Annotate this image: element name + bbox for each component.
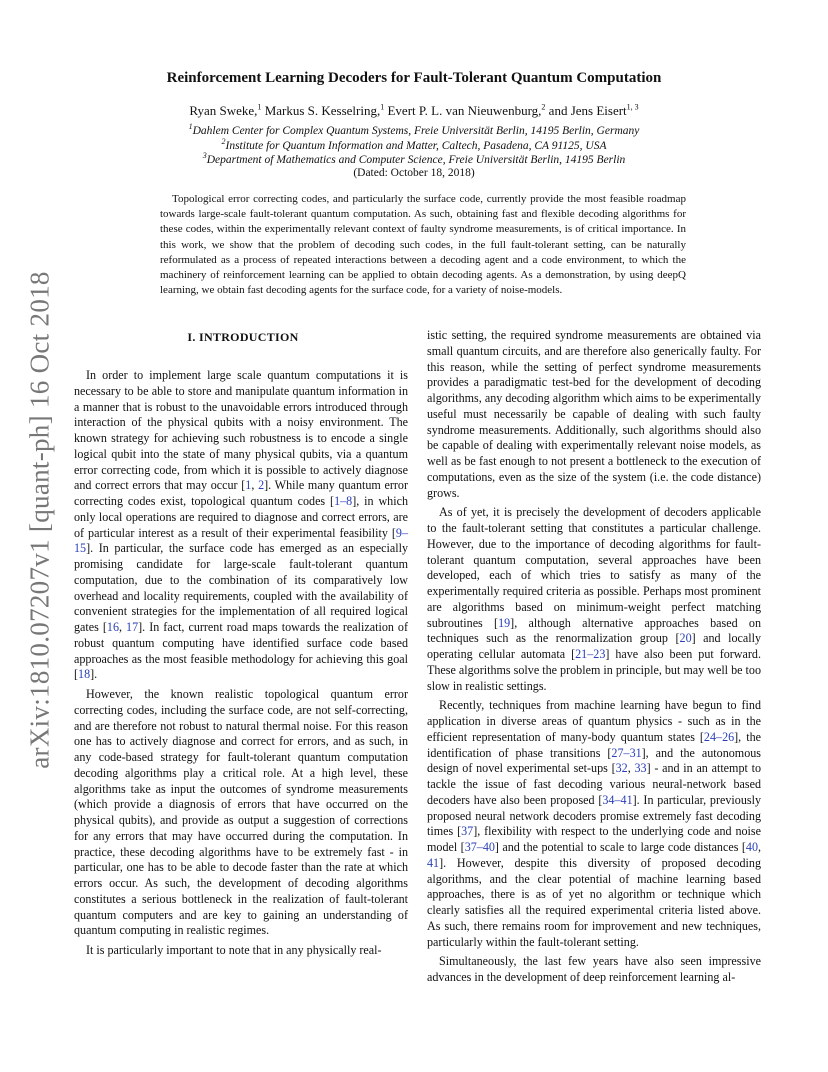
citation-link[interactable]: 1 <box>245 478 252 493</box>
paragraph <box>74 687 408 939</box>
author: Markus S. Kesselring, <box>264 103 381 118</box>
citation-link[interactable]: 21–23 <box>575 647 606 661</box>
citation-link[interactable]: 16 <box>106 620 119 634</box>
citation-link[interactable]: 20 <box>679 631 692 646</box>
citation-link[interactable]: 37–40 <box>464 840 495 854</box>
author-affil-mark: 1, 3 <box>626 102 639 112</box>
citation-link[interactable]: 24–26 <box>703 729 735 744</box>
paragraph-text: ] - and in an attempt to tackle the issue of fast decoding various neural-network based decoders have also been proposed [ <box>427 761 762 807</box>
date-line: (Dated: October 18, 2018) <box>353 167 475 179</box>
citation-link[interactable]: 27–31 <box>611 745 642 760</box>
paragraph-text: , <box>757 840 762 854</box>
author-affil-mark: 1 <box>380 102 385 112</box>
affiliation-mark: 3 <box>202 151 207 161</box>
paragraph-text: However, the known realistic topological quantum error correcting codes, including the surface code, are not self-correcting, and are therefore not robust to natural thermal noise. For this reason one has to actively diagnose and correct for errors, and as such, in any code-based strategy for fault-tolerant quantum computation decoding algorithms play a critical role. At a high level, these algorithms take as input the outcomes of syndrome measurements (which provide a diagnosis of errors that have occurred on the physical qubits), and provide as output a suggestion of corrections for any errors that may have occurred during the computation. In practice, these decoding algorithms have to be extremely fast - in particular, one has to be able to decode faster than the rate at which errors occur. As such, the development of decoding algorithms constitutes a serious bottleneck in the realization of fault-tolerant quantum computers and are key to gaining an understanding of quantum computing in realistic regimes. <box>74 687 408 938</box>
affiliation-text: Institute for Quantum Information and Matter, Caltech, Pasadena, CA 91125, USA <box>225 139 607 152</box>
citation-link[interactable]: 32 <box>615 761 628 776</box>
paper-title: Reinforcement Learning Decoders for Fault-Tolerant Quantum Computation <box>166 70 662 86</box>
paragraph-text: ] and locally operating cellular automata [ <box>427 631 761 661</box>
affiliation-text: Department of Mathematics and Computer Science, Freie Universität Berlin, 14195 Berlin <box>206 154 626 166</box>
author: and Jens Eisert <box>548 103 627 118</box>
author: Evert P. L. van Nieuwenburg, <box>387 103 542 118</box>
affiliation <box>80 136 748 154</box>
paragraph <box>427 954 761 986</box>
paragraph-text: ] have also been put forward. These algorithms solve the problem in principle, but may well be too slow in realistic settings. <box>427 647 761 693</box>
author-affil-mark: 1 <box>257 102 262 112</box>
arxiv-identifier: arXiv:1810.07207v1 [quant-ph] 16 Oct 2018 <box>24 271 55 769</box>
paragraph-text: ], in which only local operations are required to diagnose and correct errors, are of particular interest as a result of their experimental feasibility [ <box>74 494 408 540</box>
author-affil-mark: 2 <box>541 102 546 112</box>
paragraph-text: ], the identification of phase transitions [ <box>427 729 761 760</box>
citation-link[interactable]: 41 <box>427 855 440 870</box>
paragraph-text: , <box>627 761 635 776</box>
paragraph-text: Recently, techniques from machine learning have begun to find application in diverse areas of quantum physics - such as in the efficient representation of many-body quantum states [ <box>427 698 761 744</box>
paragraph <box>74 368 408 683</box>
affiliation-mark: 2 <box>221 136 226 146</box>
paragraph <box>427 328 761 501</box>
paragraph-text: It is particularly important to note that in any physically real- <box>86 943 382 957</box>
paragraph-text: In order to implement large scale quantum computations it is necessary to be able to store and manipulate quantum information in a manner that is robust to the unavoidable errors introduced through interaction of the physical qubits with a noisy environment. The known strategy for achieving such robustness is to encode a single logical qubit into the state of many physical qubits, via a quantum error correcting code, from which it is possible to actively diagnose and correct errors that may occur [ <box>74 368 408 493</box>
paragraph-text: Simultaneously, the last few years have also seen impressive advances in the development of deep reinforcement learning al- <box>427 954 761 984</box>
paragraph-text: ]. <box>90 667 98 682</box>
citation-link[interactable]: 9–15 <box>74 525 408 556</box>
paragraph-text: ] and the potential to scale to large code distances [ <box>494 840 746 854</box>
author: Ryan Sweke, <box>189 103 258 118</box>
citation-link[interactable]: 40 <box>745 840 758 854</box>
left-column <box>74 368 408 963</box>
paragraph-text: istic setting, the required syndrome measurements are obtained via small quantum circuits, and are therefore also generically faulty. For this reason, while the setting of perfect syndrome measurements provides a paradigmatic test-bed for the development of decoding algorithms, any decoding algorithm which aims to be experimentally useful must necessarily be capable of dealing with such faulty syndrome measurements. Additionally, such algorithms should also be capable of dealing with experimentally relevant noise models, as well as be fast enough to not present a bottleneck to the execution of computations, even as the size of the system (i.e. the code distance) grows. <box>427 328 761 500</box>
affiliation <box>80 153 748 168</box>
citation-link[interactable]: 2 <box>258 478 265 493</box>
affiliation-mark: 1 <box>188 122 193 132</box>
paragraph-text: As of yet, it is precisely the development of decoders applicable to the fault-tolerant setting that constitutes a particular challenge. However, due to the importance of decoding algorithms for fault-tolerant quantum computation, several approaches have been developed, each of which tries to satisfy as many of the experimentally required criteria as possible. Perhaps most prominent are algorithms based on minimum-weight perfect matching subroutines [ <box>427 505 761 630</box>
affiliation <box>80 124 748 139</box>
paragraph-text: ], and the autonomous design of novel experimental set-ups [ <box>427 745 761 776</box>
paragraph-text: ]. However, despite this diversity of proposed decoding algorithms, and the clear potential of machine learning based approaches, there is as of yet no algorithm or technique which clearly satisfies all the required experimental criteria listed above. As such, there remains room for improvement and new techniques, particularly within the fault-tolerant setting. <box>427 855 761 949</box>
paragraph-text: ], flexibility with respect to the underlying code and noise model [ <box>427 824 761 854</box>
paragraph <box>427 505 761 694</box>
citation-link[interactable]: 18 <box>78 667 91 682</box>
citation-link[interactable]: 19 <box>498 615 511 630</box>
paragraph-text: ]. In particular, the surface code has emerged as an especially promising candidate for large-scale fault-tolerant quantum computation, due to the combination of its comparatively low overhead and locality requirements, coupled with the availability of convenient strategies for the implementation of all required logical gates [ <box>74 541 408 634</box>
paragraph-text: ]. In particular, previously proposed neural network decoders promise extremely fast decoding times [ <box>427 792 761 839</box>
abstract: Topological error correcting codes, and particularly the surface code, currently provide the most feasible roadmap towards large-scale fault-tolerant quantum computation. As such, obtaining fast and flexible decoding algorithms for these codes, within the experimentally relevant context of faulty syndrome measurements, is of critical importance. In this work, we show that the problem of decoding such codes, in the full fault-tolerant setting, can be naturally reformulated as a process of repeated interactions between a decoding agent and a code environment, to which the machinery of reinforcement learning can be applied to obtain decoding agents. As a demonstration, by using deepQ learning, we obtain fast decoding agents for the surface code, for a variety of noise-models. <box>160 193 686 297</box>
section-heading: I. INTRODUCTION <box>187 330 299 344</box>
paragraph <box>74 943 408 959</box>
arxiv-sidebar-stamp <box>20 250 60 790</box>
paragraph-text: ], although alternative approaches based on techniques such as the renormalization group [ <box>427 615 761 646</box>
author-list <box>80 103 748 119</box>
affiliations <box>80 124 748 168</box>
affiliation-text: Dahlem Center for Complex Quantum Systems, Freie Universität Berlin, 14195 Berlin, Germany <box>192 125 640 137</box>
citation-link[interactable]: 33 <box>634 761 647 776</box>
paragraph-text: , <box>251 478 259 493</box>
citation-link[interactable]: 17 <box>126 620 139 634</box>
paragraph <box>427 698 761 950</box>
citation-link[interactable]: 1–8 <box>334 494 353 508</box>
paragraph-text: , <box>119 620 127 634</box>
right-column <box>427 328 761 990</box>
paragraph-text: ]. While many quantum error correcting codes exist, topological quantum codes [ <box>74 478 409 508</box>
citation-link[interactable]: 34–41 <box>602 792 633 807</box>
citation-link[interactable]: 37 <box>461 824 474 839</box>
paragraph-text: ]. In fact, current road maps towards the realization of robust quantum computing have identified surface code based approaches as the most feasible methodology for achieving this goal [ <box>74 620 409 682</box>
